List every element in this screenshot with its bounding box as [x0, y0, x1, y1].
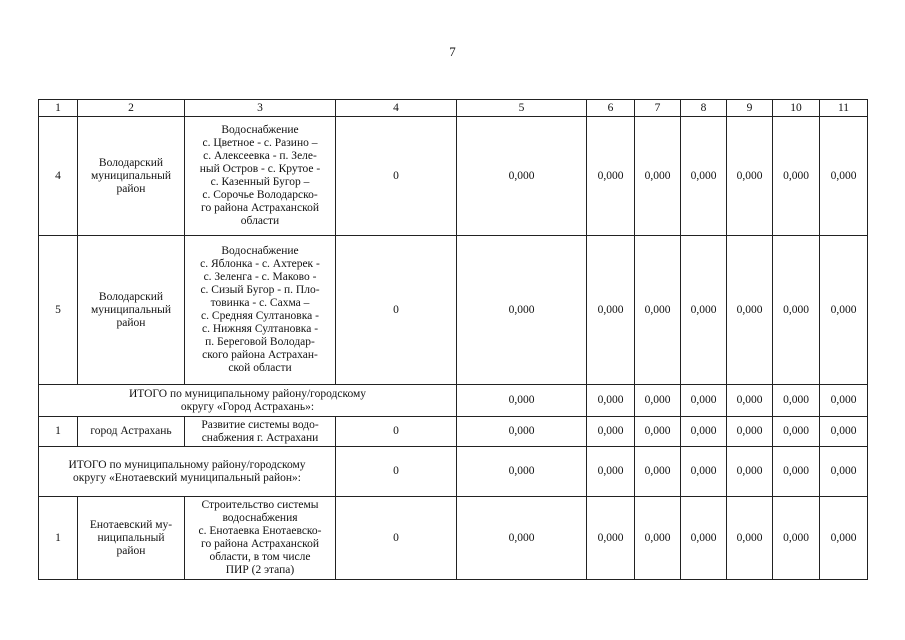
object-line: товинка - с. Сахма –	[210, 297, 310, 309]
value-cell: 0,000	[820, 417, 868, 447]
table-row	[39, 117, 868, 236]
value-cell: 0,000	[681, 385, 727, 417]
total-label	[39, 447, 336, 497]
total-label-line: округу «Енотаевский муниципальный район»:	[73, 471, 301, 484]
row-number: 5	[39, 236, 78, 385]
value-cell: 0,000	[820, 497, 868, 580]
object-line: с. Цветное - с. Разино –	[202, 137, 318, 149]
value-cell: 0,000	[820, 236, 868, 385]
value-cell: 0,000	[681, 417, 727, 447]
value-cell: 0,000	[820, 447, 868, 497]
value-cell: 0,000	[587, 497, 635, 580]
header-cell: 2	[78, 100, 185, 117]
value-cell: 0,000	[773, 417, 820, 447]
value-cell: 0,000	[635, 417, 681, 447]
total-row	[39, 385, 868, 417]
value-cell: 0	[336, 497, 457, 580]
table-row	[39, 417, 868, 447]
object-line: п. Береговой Володар-	[205, 336, 315, 348]
object-line: с. Сизый Бугор - п. Пло-	[200, 284, 320, 296]
header-cell: 5	[457, 100, 587, 117]
header-cell: 6	[587, 100, 635, 117]
value-cell: 0,000	[727, 497, 773, 580]
value-cell: 0,000	[773, 497, 820, 580]
header-cell: 9	[727, 100, 773, 117]
object-line: ПИР (2 этапа)	[225, 564, 295, 576]
total-label-line: округу «Город Астрахань»:	[180, 400, 315, 413]
object-line: области, в том числе	[209, 551, 311, 563]
object-line: с. Енотаевка Енотаевско-	[198, 525, 322, 537]
value-cell: 0,000	[820, 385, 868, 417]
value-cell: 0,000	[773, 447, 820, 497]
object-line: го района Астраханской	[201, 202, 319, 214]
value-cell: 0,000	[681, 117, 727, 236]
value-cell: 0	[336, 117, 457, 236]
object-line: водоснабжения	[222, 512, 298, 524]
object-line: Водоснабжение	[221, 245, 299, 257]
value-cell: 0,000	[727, 385, 773, 417]
object-line: го района Астраханской	[201, 538, 319, 550]
total-label	[39, 385, 457, 417]
header-cell: 10	[773, 100, 820, 117]
object-line: с. Средняя Султановка -	[201, 310, 319, 322]
object-cell	[185, 417, 336, 447]
value-cell: 0,000	[773, 385, 820, 417]
object-cell	[185, 236, 336, 385]
header-cell: 8	[681, 100, 727, 117]
district-cell: Володарский муниципальный район	[78, 117, 185, 236]
value-cell: 0,000	[681, 447, 727, 497]
value-cell: 0	[336, 447, 457, 497]
value-cell: 0,000	[635, 385, 681, 417]
object-line: с. Сорочье Володарско-	[202, 189, 318, 201]
table-row	[39, 236, 868, 385]
value-cell: 0,000	[635, 497, 681, 580]
value-cell: 0,000	[457, 117, 587, 236]
object-cell	[185, 117, 336, 236]
value-cell: 0,000	[635, 236, 681, 385]
value-cell: 0,000	[773, 236, 820, 385]
value-cell: 0,000	[587, 117, 635, 236]
value-cell: 0,000	[587, 417, 635, 447]
value-cell: 0,000	[681, 497, 727, 580]
row-number: 4	[39, 117, 78, 236]
header-cell: 11	[820, 100, 868, 117]
object-line: Развитие системы водо-	[201, 418, 319, 431]
value-cell: 0,000	[727, 117, 773, 236]
value-cell: 0,000	[681, 236, 727, 385]
object-line: с. Нижняя Султановка -	[201, 323, 319, 335]
district-line: ниципальный	[97, 531, 165, 544]
district-line: Енотаевский му-	[89, 518, 173, 531]
object-line: снабжения г. Астрахани	[201, 431, 319, 444]
object-line: Водоснабжение	[221, 124, 299, 136]
table-row	[39, 497, 868, 580]
object-line: ской области	[228, 362, 292, 374]
object-line: с. Казенный Бугор –	[210, 176, 310, 188]
header-cell: 1	[39, 100, 78, 117]
value-cell: 0,000	[587, 236, 635, 385]
object-line: ный Остров - с. Крутое -	[199, 163, 321, 175]
object-line: с. Яблонка - с. Ахтерек -	[200, 258, 320, 270]
value-cell: 0,000	[587, 447, 635, 497]
row-number: 1	[39, 497, 78, 580]
object-line: с. Зеленга - с. Маково -	[203, 271, 317, 283]
total-label-line: ИТОГО по муниципальному району/городскому	[68, 458, 306, 471]
header-cell: 4	[336, 100, 457, 117]
district-cell: город Астрахань	[78, 417, 185, 447]
object-cell	[185, 497, 336, 580]
value-cell: 0,000	[727, 447, 773, 497]
value-cell: 0,000	[457, 236, 587, 385]
object-line: ского района Астрахан-	[202, 349, 318, 361]
total-label-line: ИТОГО по муниципальному району/городскому	[128, 387, 367, 400]
district-cell	[78, 497, 185, 580]
header-cell: 7	[635, 100, 681, 117]
value-cell: 0,000	[587, 385, 635, 417]
value-cell: 0,000	[727, 236, 773, 385]
value-cell: 0,000	[635, 117, 681, 236]
district-cell: Володарский муниципальный район	[78, 236, 185, 385]
object-line: области	[240, 215, 280, 227]
data-table	[38, 99, 868, 580]
header-row	[39, 100, 868, 117]
value-cell: 0,000	[457, 417, 587, 447]
object-line: Строительство системы	[201, 499, 319, 511]
value-cell: 0,000	[457, 447, 587, 497]
row-number: 1	[39, 417, 78, 447]
value-cell: 0,000	[457, 497, 587, 580]
value-cell: 0,000	[773, 117, 820, 236]
value-cell: 0,000	[820, 117, 868, 236]
value-cell: 0,000	[635, 447, 681, 497]
header-cell: 3	[185, 100, 336, 117]
value-cell: 0,000	[727, 417, 773, 447]
total-row	[39, 447, 868, 497]
value-cell: 0,000	[457, 385, 587, 417]
object-line: с. Алексеевка - п. Зеле-	[203, 150, 317, 162]
value-cell: 0	[336, 236, 457, 385]
page-number: 7	[449, 44, 456, 59]
district-line: район	[116, 544, 146, 557]
value-cell: 0	[336, 417, 457, 447]
